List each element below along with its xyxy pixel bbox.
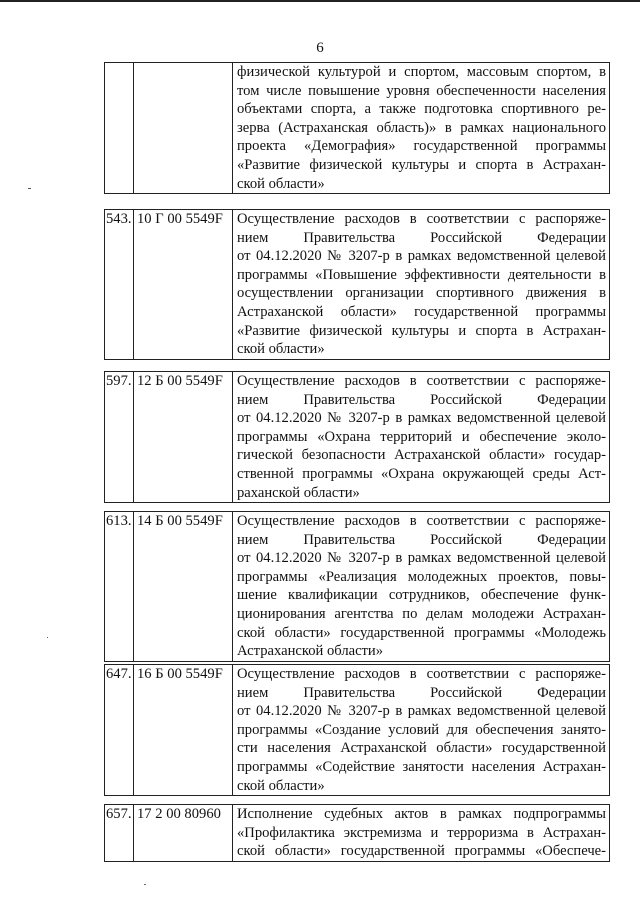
budget-code: 16 Б 00 5549F xyxy=(134,665,233,796)
table-row xyxy=(104,62,610,194)
row-number: 597. xyxy=(105,372,134,503)
description-line: Астраханской области» государственной программы xyxy=(237,303,606,320)
description-line: от 04.12.2020 № 3207-р в рамках ведомственной целевой xyxy=(237,550,606,567)
description-line: Осуществление расходов в соответствии с распоряже- xyxy=(237,513,606,529)
description-line: нием Правительства Российской Федерации xyxy=(237,684,606,701)
description-line: ской области» xyxy=(237,175,325,192)
description-line: Исполнение судебных актов в рамках подпрограммы xyxy=(237,806,606,822)
row-description xyxy=(233,210,610,360)
description-line: шение квалификации сотрудников, обеспечение функ- xyxy=(237,587,606,604)
table-row xyxy=(104,371,610,503)
description-line: ской области» xyxy=(237,777,325,794)
description-line: ской области» государственной программы «Молодежь xyxy=(237,624,606,641)
table-row xyxy=(104,511,610,662)
description-line: ской области» государственной программы «Обеспече- xyxy=(237,843,606,860)
budget-code: 14 Б 00 5549F xyxy=(134,512,233,662)
row-number: 613. xyxy=(105,512,134,662)
scan-speck xyxy=(144,884,146,885)
budget-code: 12 Б 00 5549F xyxy=(134,372,233,503)
row-number xyxy=(105,63,134,194)
table-row xyxy=(104,664,610,796)
description-line: от 04.12.2020 № 3207-р в рамках ведомственной целевой xyxy=(237,248,606,265)
budget-code: 17 2 00 80960 xyxy=(134,805,233,862)
description-line: ской области» xyxy=(237,341,325,358)
top-border-line xyxy=(0,0,640,2)
description-line: от 04.12.2020 № 3207-р в рамках ведомственной целевой xyxy=(237,410,606,427)
scan-speck xyxy=(28,188,31,189)
description-line: Осуществление расходов в соответствии с распоряже- xyxy=(237,373,606,389)
table-row xyxy=(104,209,610,360)
budget-code: 10 Г 00 5549F xyxy=(134,210,233,360)
description-line: проекта «Демография» государственной программы xyxy=(237,138,606,155)
description-line: объектами спорта, а также подготовка спортивного ре- xyxy=(237,101,606,118)
row-number: 657. xyxy=(105,805,134,862)
description-line: программы «Содействие занятости населения Астрахан- xyxy=(237,758,606,775)
description-line: программы «Реализация молодежных проектов, повы- xyxy=(237,568,606,585)
description-line: нием Правительства Российской Федерации xyxy=(237,391,606,408)
description-line: нием Правительства Российской Федерации xyxy=(237,531,606,548)
row-description xyxy=(233,665,610,796)
row-number: 647. xyxy=(105,665,134,796)
row-description xyxy=(233,512,610,662)
description-line: программы «Создание условий для обеспечения занято- xyxy=(237,721,606,738)
description-line: Астраханской области» xyxy=(237,643,384,660)
description-line: том числе повышение уровня обеспеченности населения xyxy=(237,82,606,99)
budget-code xyxy=(134,63,233,194)
page-number: 6 xyxy=(316,40,324,56)
description-line: нием Правительства Российской Федерации xyxy=(237,229,606,246)
description-line: «Профилактика экстремизма и терроризма в Астрахан- xyxy=(237,824,606,841)
description-line: «Развитие физической культуры и спорта в Астрахан- xyxy=(237,156,606,173)
row-description xyxy=(233,372,610,503)
description-line: осуществлении организации спортивного движения в xyxy=(237,285,606,302)
row-description xyxy=(233,63,610,194)
description-line: программы «Охрана территорий и обеспечение эколо- xyxy=(237,428,606,445)
scan-speck xyxy=(47,637,48,638)
description-line: сти населения Астраханской области» государственной xyxy=(237,740,606,757)
table-row xyxy=(104,804,610,862)
description-line: гической безопасности Астраханской области» государ- xyxy=(237,447,606,464)
description-line: раханской области» xyxy=(237,484,360,501)
row-number: 543. xyxy=(105,210,134,360)
description-line: ственной программы «Охрана окружающей среды Аст- xyxy=(237,465,606,482)
description-line: физической культурой и спортом, массовым спортом, в xyxy=(237,64,606,80)
description-line: Осуществление расходов в соответствии с распоряже- xyxy=(237,211,606,227)
description-line: программы «Повышение эффективности деятельности в xyxy=(237,266,606,283)
row-description xyxy=(233,805,610,862)
description-line: ционирования агентства по делам молодежи Астрахан- xyxy=(237,605,606,622)
description-line: зерва (Астраханская область)» в рамках национального xyxy=(237,119,606,136)
description-line: Осуществление расходов в соответствии с распоряже- xyxy=(237,666,606,682)
description-line: от 04.12.2020 № 3207-р в рамках ведомственной целевой xyxy=(237,703,606,720)
description-line: «Развитие физической культуры и спорта в Астрахан- xyxy=(237,322,606,339)
